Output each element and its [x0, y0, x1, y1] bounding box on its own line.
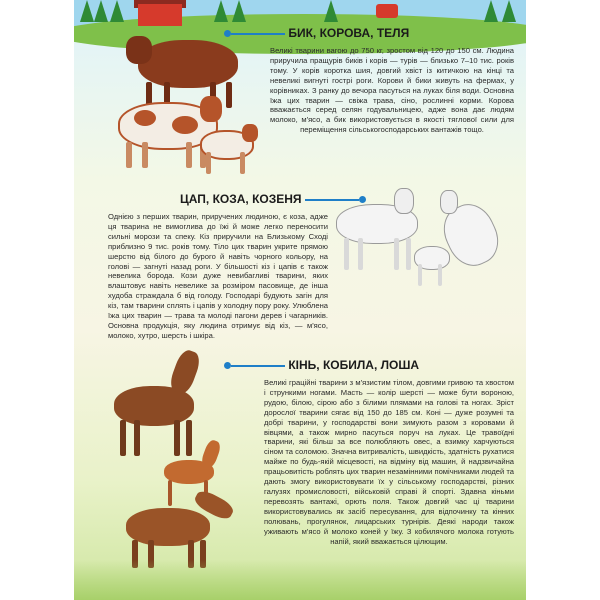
goats-title-text: ЦАП, КОЗА, КОЗЕНЯ	[180, 192, 302, 206]
goats-description-top: Однією з перших тварин, приручених людиною, є коза, адже ця тварина не вимоглива до їжі й може легко переносити сильні морози та спеку. Кіз приручили на Близькому Сході приблизно 9 тис. років тому. Тіло цих тварин укрите прямою шерстю від білого до бурого й навіть чорного кольору, на голові — загнуті назад роги. У більшості кіз і цапів є також невелика борода. Кози дуже невибагливі тварини, яких влаштовує навіть невелике за розміром пасовище, де інша худоба страждала б від голоду. Господарі будують загін для кіз, там тварини сплять і цапів у холодну пору року. Улюблена їжа цих тварин — трава та молоді пагони дерев і чагарників. Основна продукція, яку людина отримує від кіз, — м'ясо, молоко, хутро, шерсть і шкіра.	[108, 212, 328, 340]
cattle-title-text: БИК, КОРОВА, ТЕЛЯ	[288, 26, 410, 40]
tree-icon	[232, 0, 246, 22]
tree-icon	[502, 0, 516, 22]
mare-icon	[126, 508, 210, 546]
goats-illustration	[328, 180, 518, 292]
horses-illustration	[104, 348, 264, 578]
horses-description: Великі граційні тварини з м'язистим тілом, довгими гривою та хвостом і стрункими ногами. Масть — колір шерсті — може бути вороною, рудою, білою, сірою або з білими плямами на голові та ногах. Зріст дорослої тварини сягає від 150 до 185 см. Коні — дуже розумні та добрі тварини, у господарстві вони зимують разом з коровами й вівцями, а також мирно пасуться поруч на луках. Це травоїдні тварини, які більш за все полюбляють овес, а взимку харчуються сіном та соломою. Значна витривалість, швидкість, здатність рухатися майже по будь-якій місцевості, на відміну від машин, й надзвичайна працьовитість роблять цих тварин незамінними помічниками людей та дають змогу використовувати їх у сільському господарстві, різних галузях промисловості, військовій справі й спорті. Здавна кіньми перевозять вантажі, орють поля. Також довгий час ці тварини використовувались як засіб пересування, для відпочинку та кінних полювань, прогулянок, лицарських турнірів. Деякі народи також уживають м'ясо й молоко коней у їжу. З кобилячого молока готують напій, який вважається цілющим.	[264, 378, 514, 546]
horses-title-text: КІНЬ, КОБИЛА, ЛОША	[288, 358, 420, 372]
tree-icon	[94, 0, 108, 22]
book-page	[74, 0, 526, 600]
tree-icon	[80, 0, 94, 22]
grass-band	[74, 560, 526, 600]
cattle-illustration	[114, 24, 264, 194]
tree-icon	[324, 0, 338, 22]
cattle-description: Великі тварини вагою до 750 кг, зростом від 120 до 150 см. Людина приручила пращурів биків і корів — турів — близько 7–10 тис. років тому. У корів коротка шия, довгий хвіст із китичкою на кінці та невеликі вигнуті гострі роги. Корови й бики живуть на фермах, у корівниках. З ранку до вечора пасуться на луках біля води. Основна їжа цих тварин — свіжа трава, сіно, рослинні корми. Корова вважається серед селян годувальницею, адже вона дає людям молоко, м'ясо, а бик використовується в якості тяглової сили для переміщення сільськогосподарських вантажів тощо.	[270, 46, 514, 135]
tractor-icon	[376, 4, 398, 18]
tree-icon	[484, 0, 498, 22]
bull-icon	[138, 40, 238, 88]
tree-icon	[214, 0, 228, 22]
barn-icon	[138, 4, 182, 26]
tree-icon	[110, 0, 124, 22]
